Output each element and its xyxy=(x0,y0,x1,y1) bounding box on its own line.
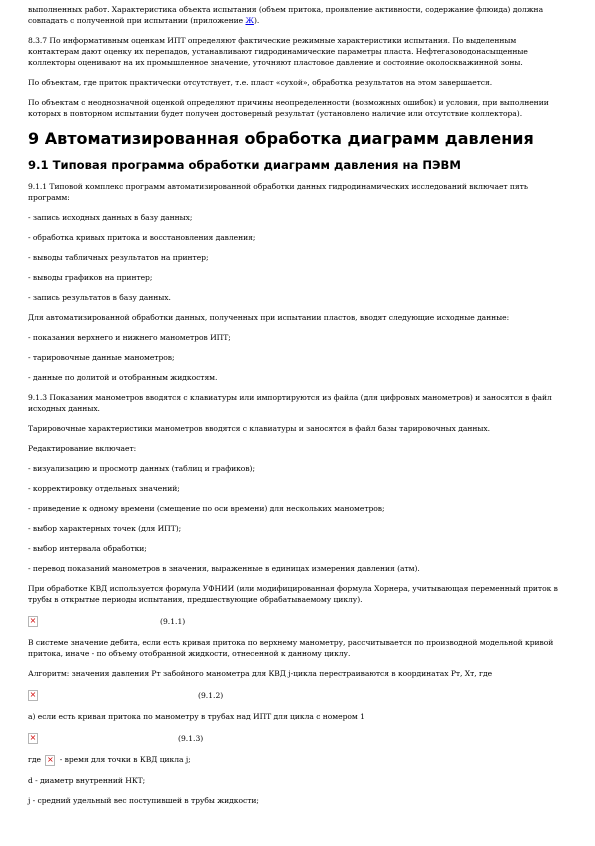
broken-image-icon: × xyxy=(29,616,37,625)
list-item: - запись результатов в базу данных. xyxy=(28,293,171,302)
equation-number: (9.1.2) xyxy=(198,690,224,700)
where-text: - время для точки в КВД цикла j; xyxy=(57,755,191,764)
list-item: - запись исходных данных в базу данных; xyxy=(28,213,193,222)
list-item: - корректировку отдельных значений; xyxy=(28,484,180,493)
equation-number: (9.1.1) xyxy=(160,616,186,626)
paragraph-tarirovka: Тарировочные характеристики манометров вводятся с клавиатуры и заносятся в файл базы тарировочных данных. xyxy=(28,424,490,433)
list-item: - данные по долитой и отобранным жидкостям. xyxy=(28,373,218,382)
list-item: - перевод показаний манометров в значения, выраженные в единицах измерения давления (атм). xyxy=(28,564,420,573)
section-heading: 9 Автоматизированная обработка диаграмм давления xyxy=(28,129,534,148)
broken-image-icon: × xyxy=(29,733,37,742)
list-item: - приведение к одному времени (смещение по оси времени) для нескольких манометров; xyxy=(28,504,385,513)
paragraph-9-1-3: 9.1.3 Показания манометров вводятся с клавиатуры или импортируются из файла (для цифровых манометров) и заносятся в файл исходных данных. xyxy=(28,393,552,413)
paragraph-kvd: При обработке КВД используется формула УФНИИ (или модифицированная формула Хорнера, учитывающая переменный приток в трубы в открытые периоды испытания, предшествующие обрабатываемому циклу). xyxy=(28,584,558,604)
paragraph-text-end: ). xyxy=(253,16,260,25)
list-item: - выводы табличных результатов на принтер; xyxy=(28,253,209,262)
paragraph-top xyxy=(28,4,567,26)
paragraph-input-data: Для автоматизированной обработки данных, полученных при испытании пластов, вводят следующие исходные данные: xyxy=(28,313,510,322)
paragraph-debit: В системе значение дебита, если есть кривая притока по верхнему манометру, рассчитывается по производной модельной кривой притока, иначе - по объему отобранной жидкости, отнесенной к данному циклу. xyxy=(28,638,554,658)
list-item: - обработка кривых притока и восстановления давления; xyxy=(28,233,256,242)
formula-9-1-3 xyxy=(28,731,567,745)
paragraph-where xyxy=(28,754,567,766)
broken-image-icon: × xyxy=(47,755,54,764)
appendix-link[interactable]: Ж xyxy=(245,16,254,25)
broken-image-icon: × xyxy=(29,690,37,699)
paragraph-editing: Редактирование включает: xyxy=(28,444,137,453)
list-item: - выбор интервала обработки; xyxy=(28,544,147,553)
paragraph-text: выполненных работ. Характеристика объекта испытания (объем притока, проявление активности, содержание флюида) должна совпадать с полученной при испытании (приложение xyxy=(28,5,544,25)
subsection-heading: 9.1 Типовая программа обработки диаграмм давления на ПЭВМ xyxy=(28,158,461,172)
paragraph-dry-layer: По объектам, где приток практически отсутствует, т.е. пласт «сухой», обработка результатов на этом завершается. xyxy=(28,78,493,87)
paragraph-algorithm: Алгоритм: значения давления Pт забойного манометра для КВД j-цикла перестраиваются в координатах Pт, Xт, где xyxy=(28,669,493,678)
list-item: - визуализацию и просмотр данных (таблиц и графиков); xyxy=(28,464,255,473)
paragraph-9-1-1: 9.1.1 Типовой комплекс программ автоматизированной обработки данных гидродинамических исследований включает пять программ: xyxy=(28,182,528,202)
paragraph-diameter: d - диаметр внутренний НКТ; xyxy=(28,775,146,785)
paragraph-8-3-7: 8.3.7 По информативным оценкам ИПТ определяют фактические режимные характеристики испытания. По выделенным контактерам дают оценку их перепадов, устанавливают гидродинамические параметры пласта. Нефтегазоводонасыщенные коллекторы оценивают на их промышленное значение, уточняют пластовое давление и состояние околоскважинной зоны. xyxy=(28,36,528,67)
list-item: - тарировочные данные манометров; xyxy=(28,353,175,362)
list-item: - выводы графиков на принтер; xyxy=(28,273,153,282)
equation-number: (9.1.3) xyxy=(178,733,204,743)
list-item: - выбор характерных точек (для ИПТ); xyxy=(28,524,182,533)
list-item: - показания верхнего и нижнего манометров ИПТ; xyxy=(28,333,231,342)
where-label: где xyxy=(28,755,41,764)
paragraph-specific-weight: j - средний удельный вес поступившей в трубы жидкости; xyxy=(28,795,259,805)
paragraph-ambiguous: По объектам с неоднозначной оценкой определяют причины неопределенности (возможных ошибок) и условия, при выполнении которых в повторном испытании будет получен достоверный результат (установлено наличие или отсутствие коллектора). xyxy=(28,98,549,118)
paragraph-case-a: а) если есть кривая притока по манометру в трубах над ИПТ для цикла с номером 1 xyxy=(28,712,365,721)
formula-9-1-2 xyxy=(28,688,567,702)
document-page xyxy=(0,4,595,806)
formula-9-1-1 xyxy=(28,614,567,628)
